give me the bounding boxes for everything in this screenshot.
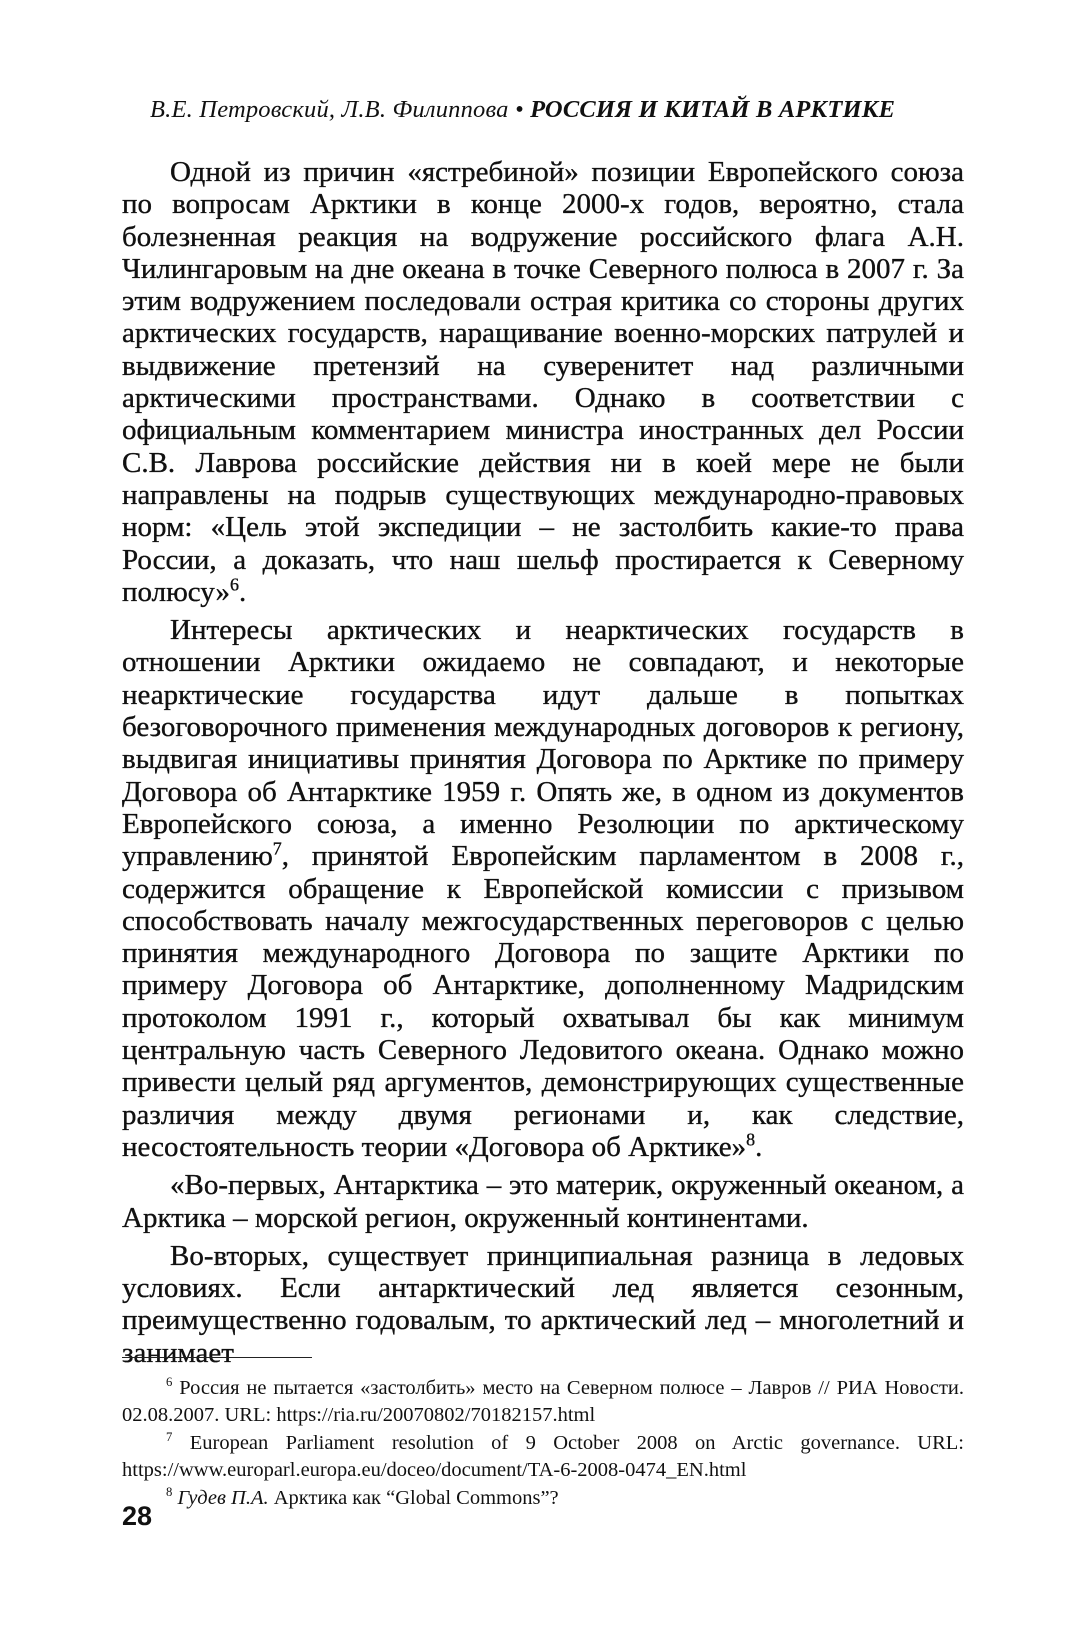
paragraph-2 <box>122 614 964 1163</box>
header-title: РОССИЯ И КИТАЙ В АРКТИКЕ <box>530 96 896 123</box>
paragraph-1-tail: . <box>238 575 247 608</box>
footnote-text: European Parliament resolution of 9 October 2008 on Arctic governance. URL: https://www.europarl.europa.eu/doceo/document/TA-6-2008-0474_EN.html <box>122 1431 965 1482</box>
page-number: 28 <box>122 1501 153 1531</box>
header-separator: • <box>508 96 531 123</box>
footnote-8 <box>122 1485 964 1512</box>
footnote-7 <box>122 1430 964 1485</box>
paragraph-4: Во-вторых, существует принципиальная разница в ледовых условиях. Если антарктический лед является сезонным, преимущественно годовалым, то арктический лед – многолетний и занимает <box>122 1239 964 1369</box>
footnotes <box>122 1375 964 1512</box>
footnote-ref-6[interactable]: 6 <box>230 574 239 595</box>
header-authors: В.Е. Петровский, Л.В. Филиппова <box>150 96 509 123</box>
running-header <box>150 96 950 124</box>
paragraph-2-tail: . <box>755 1130 763 1163</box>
footnote-ref-7[interactable]: 7 <box>272 838 282 859</box>
footnote-text: Россия не пытается «застолбить» место на Северном полюсе – Лавров // РИА Новости. 02.08.2007. URL: https://ria.ru/20070802/70182157.html <box>122 1377 965 1427</box>
footnote-author: Гудев П.А. <box>177 1486 269 1509</box>
footnote-number: 6 <box>166 1375 173 1390</box>
paragraph-3: «Во-первых, Антарктика – это материк, окруженный океаном, а Арктика – морской регион, окруженный континентами. <box>122 1169 964 1234</box>
footnote-number: 7 <box>166 1429 173 1444</box>
paragraph-1-text: Одной из причин «ястребиной» позиции Европейского союза по вопросам Арктики в конце 2000-х годов, вероятно, стала болезненная реакция на водружение российского флага А.Н. Чилингаровым на дне океана в точке Северного полюса в 2007 г. За этим водружением последовали острая критика со стороны других арктических государств, наращивание военно-морских патрулей и выдвижение претензий на суверенитет над различными арктическими пространствами. Однако в соответствии с официальным комментарием министра иностранных дел России С.В. Лаврова российские действия ни в коей мере не были направлены на подрыв существующих международно-правовых норм: «Цель этой экспедиции – не застолбить какие-то права России, а доказать, что наш шельф простирается к Северному полюсу» <box>122 156 964 608</box>
paragraph-1 <box>122 156 964 608</box>
footnote-divider <box>122 1357 312 1358</box>
footnote-ref-8[interactable]: 8 <box>746 1129 756 1150</box>
body-text <box>122 156 964 1369</box>
paragraph-2-text-a: Интересы арктических и неарктических государств в отношении Арктики ожидаемо не совпадают, и некоторые неарктические государства идут дальше в попытках безоговорочного применения международных договоров к региону, выдвигая инициативы принятия Договора по Арктике по примеру Договора об Антарктике 1959 г. Опять же, в одном из документов Европейского союза, а именно Резолюции по арктическому управлению <box>122 614 964 873</box>
footnote-number: 8 <box>166 1484 173 1499</box>
footnote-6 <box>122 1375 964 1430</box>
footnote-text: Арктика как “Global Commons”? <box>273 1486 559 1509</box>
paragraph-2-text-b: , принятой Европейским парламентом в 2008 г., содержится обращение к Европейской комиссии с призывом способствовать началу межгосударственных переговоров с целью принятия международного Договора по защите Арктики по примеру Договора об Антарктике, дополненному Мадридским протоколом 1991 г., который охватывал бы как минимум центральную часть Северного Ледовитого океана. Однако можно привести целый ряд аргументов, демонстрирующих существенные различия между двумя регионами и, как следствие, несостоятельность теории «Договора об Арктике» <box>122 840 964 1163</box>
